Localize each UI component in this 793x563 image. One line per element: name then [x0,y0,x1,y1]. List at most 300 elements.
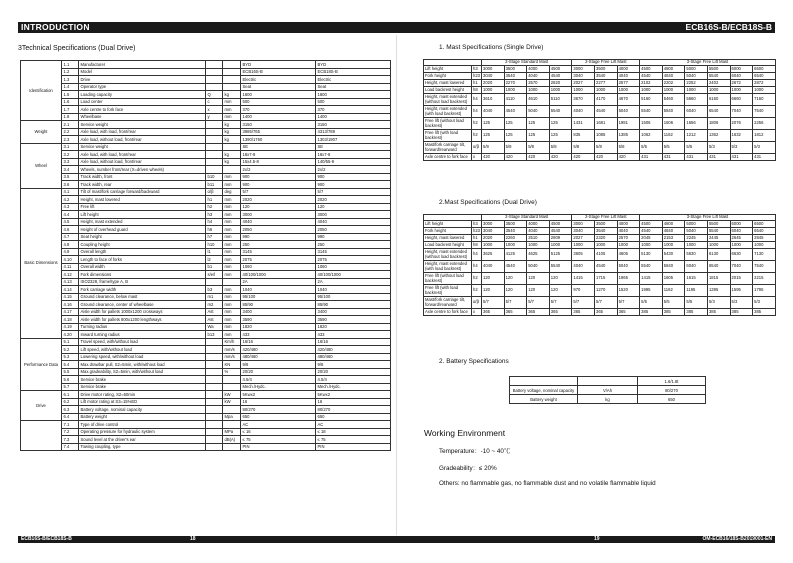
spec-name: Inward turning radius [79,331,206,339]
spec-symbol [206,353,223,361]
spec-unit: KN [223,361,241,369]
mast-cell: 4000 [617,221,640,228]
mast-cell: 431 [730,154,753,161]
mast-cell: 7130 [753,249,776,261]
working-gradeability: Gradeability：≤ 20% [439,465,497,472]
mast-cell: 3000 [482,66,505,73]
mast-cell: 2245 [685,235,708,242]
mast-cell: 5160 [640,94,663,106]
spec-no: 1.8 [62,113,79,121]
spec-symbol: b10 [206,173,223,181]
spec-name: Axle load, with load, front/rear [79,128,206,136]
spec-row [21,83,391,91]
mast-cell: 365 [594,309,617,316]
mast-cell: 1806 [707,118,730,130]
spec-no: 7.1 [62,421,79,429]
spec-no: 4.8 [62,241,79,249]
spec-row [21,76,391,84]
mast-cell: 1000 [662,242,685,249]
mast-cell: 120 [504,273,527,285]
mast-cell: 5/5 [685,297,708,309]
mast-row-symbol: α/β [472,297,482,309]
spec-no: 5.3 [62,353,79,361]
spec-value-16: 4.5/4 [241,376,316,384]
spec-value-16: 9/8 [241,361,316,369]
spec-value-18: 650 [316,413,391,421]
spec-symbol [206,338,223,346]
spec-symbol [206,158,223,166]
mast-cell: 4500 [549,221,572,228]
mast-cell: 5/3 [707,297,730,309]
mast-cell: 2672 [730,80,753,87]
battery-header: 1.6/1.8t [638,377,706,386]
mast-row-label: Lift height [424,66,472,73]
mast-cell: 5/7 [594,297,617,309]
mast-cell: 1000 [730,87,753,94]
spec-value-16: 20/20 [241,368,316,376]
mast-cell: 7540 [753,106,776,118]
spec-row [21,271,391,279]
mast-cell: 1415 [572,273,595,285]
mast-cell: 4540 [594,106,617,118]
mast-cell: 1605 [662,273,685,285]
spec-no: 1.5 [62,91,79,99]
spec-unit [223,406,241,414]
tech-spec-title: 3Technical Specifications (Dual Drive) [18,45,136,52]
mast-cell: 835 [572,130,595,142]
mast-cell: 1000 [527,87,550,94]
spec-unit: kW [223,391,241,399]
spec-unit: kg [223,128,241,136]
spec-value-16: ≤ 16 [241,428,316,436]
spec-no: 6.3 [62,406,79,414]
spec-value-18: 5Kwx2 [316,391,391,399]
mast-cell: 1415 [640,273,663,285]
mast-type-header: 2-Stage Standard Mast [482,60,572,66]
spec-symbol: h1 [206,196,223,204]
spec-name: Service weight [79,121,206,129]
mast-cell: 5840 [662,261,685,273]
spec-value-18: 4.5/4 [316,376,391,384]
spec-unit: mm [223,286,241,294]
mast-cell: 420 [617,154,640,161]
spec-symbol: h3 [206,211,223,219]
spec-unit: mm [223,181,241,189]
spec-row [21,166,391,174]
spec-name: Operating pressure for hydraulic system [79,428,206,436]
spec-symbol: h10 [206,241,223,249]
mast-cell: 4170 [594,94,617,106]
spec-name: Lift motor rating at S3=15%ED [79,398,206,406]
spec-unit: % [223,368,241,376]
spec-value-18: 1060 [316,263,391,271]
spec-value-18: 18x7-8 [316,151,391,159]
mast-row-label: Load backrest height [424,242,472,249]
spec-value-16: 16 [241,398,316,406]
spec-value-16: 15x4.5-8 [241,158,316,166]
mast-cell: 1815 [707,273,730,285]
mast-cell: 3670 [572,94,595,106]
mast-cell: 3040 [482,228,505,235]
mast-cell: 4040 [527,228,550,235]
spec-value-16: SE [241,143,316,151]
spec-row [21,226,391,234]
spec-value-18: 16/16 [316,338,391,346]
mast-row-label: Axle centre to fork face [424,309,472,316]
spec-name: Service weight [79,143,206,151]
spec-no: 5.7 [62,383,79,391]
mast-cell: 3040 [572,228,595,235]
mast-cell: 6540 [707,106,730,118]
spec-symbol [206,346,223,354]
spec-unit: kg [223,136,241,144]
spec-name: Wheelbase [79,113,206,121]
spec-value-16: 3150 [241,121,316,129]
working-others: Others: no flammable gas, no flammable dust and no volatile flammable liquid [439,480,656,487]
mast-cell: 120 [527,285,550,297]
spec-symbol: m2 [206,301,223,309]
spec-value-16: 3000 [241,211,316,219]
spec-row [21,151,391,159]
battery-title: 2. Battery Specifications [439,358,509,365]
spec-symbol [206,143,223,151]
spec-value-18: AC [316,421,391,429]
mast-cell: 420 [504,154,527,161]
spec-row [21,68,391,76]
spec-symbol: c [206,98,223,106]
mast-cell: 4540 [594,261,617,273]
spec-value-18: 2x/2 [316,166,391,174]
spec-unit: mm/s [223,353,241,361]
mast-cell: 6660 [730,94,753,106]
spec-unit: kg [223,121,241,129]
mast-cell: 4800 [662,66,685,73]
mast-row [424,221,776,228]
spec-row [21,158,391,166]
spec-unit: kg [223,91,241,99]
mast-cell: 2872 [753,80,776,87]
spec-row [21,128,391,136]
spec-value-16: 40/100/1000 [241,271,316,279]
mast-cell: 3540 [594,73,617,80]
spec-unit: dB(A) [223,436,241,444]
mast-row [424,118,776,130]
spec-value-16: 5/7 [241,188,316,196]
spec-name: Drive motor rating, S2=60min [79,391,206,399]
mast-cell: 125 [504,118,527,130]
spec-symbol [206,136,223,144]
mast-cell: 385 [730,309,753,316]
mast-cell: 6630 [730,249,753,261]
spec-symbol: h2 [206,203,223,211]
spec-unit [223,376,241,384]
mast-row-symbol: x [472,154,482,161]
mast-cell: 5/8 [572,142,595,154]
mast-row-symbol: α/β [472,142,482,154]
mast-cell: 1632 [730,130,753,142]
spec-name: Ground clearance, below mast [79,293,206,301]
spec-value-18: 40/100/1000 [316,271,391,279]
mast-cell: 2809 [549,235,572,242]
spec-name: Seat height [79,233,206,241]
mast-cell: 2445 [707,235,730,242]
mast-cell: 1000 [482,242,505,249]
mast-cell: 420 [572,154,595,161]
spec-unit: mm [223,218,241,226]
mast-cell: 5630 [685,249,708,261]
footer-model: ECB16S-B/ECB18S-B [21,536,72,542]
mast-cell: 385 [640,309,663,316]
mast-cell: 5040 [617,106,640,118]
mast-cell: 3040 [572,73,595,80]
spec-value-16: PIN [241,443,316,451]
mast-cell: 1520 [617,285,640,297]
spec-row [21,91,391,99]
mast-cell: 2027 [572,80,595,87]
spec-value-18: 1800 [316,91,391,99]
battery-row-label: Battery voltage, nominal capacity [510,386,578,395]
mast-cell: 1965 [617,273,640,285]
mast-cell: 3000 [482,221,505,228]
spec-value-16: 433 [241,331,316,339]
mast-cell: 6130 [707,249,730,261]
mast-cell: 2045 [640,235,663,242]
mast-cell: 5/5 [662,297,685,309]
spec-row [21,211,391,219]
page-divider [396,35,397,535]
mast-cell: 1715 [594,273,617,285]
spec-row [21,413,391,421]
spec-row [21,181,391,189]
spec-value-18: SE [316,143,391,151]
mast-row [424,94,776,106]
spec-row [21,188,391,196]
spec-value-18: 1820 [316,323,391,331]
spec-no: 1.2 [62,68,79,76]
mast-cell: 1681 [594,118,617,130]
spec-unit: mm [223,233,241,241]
mast-cell: 1000 [753,242,776,249]
mast-row [424,130,776,142]
mast-cell: 5840 [662,106,685,118]
spec-value-18: 2075 [316,256,391,264]
spec-value-16: ECB16S-B [241,68,316,76]
spec-value-18: 3150 [316,121,391,129]
spec-unit: MPa [223,428,241,436]
spec-row [21,443,391,451]
spec-name: Lift height [79,211,206,219]
spec-row [21,361,391,369]
spec-symbol [206,413,223,421]
spec-value-16: 1600 [241,91,316,99]
mast-cell: 120 [549,285,572,297]
spec-no: 7.2 [62,428,79,436]
mast-cell: 125 [504,130,527,142]
spec-no: 6.2 [62,398,79,406]
mast-cell: 4625 [527,249,550,261]
tech-spec-table [20,60,391,451]
mast-cell: 5460 [662,94,685,106]
spec-unit: Mpa [223,413,241,421]
spec-row [21,98,391,106]
spec-no: 4.15 [62,293,79,301]
spec-unit: mm [223,211,241,219]
spec-row [21,286,391,294]
mast-cell: 365 [504,309,527,316]
mast-row [424,235,776,242]
spec-name: Ground clearance, center of wheelbase [79,301,206,309]
spec-value-18: 20/20 [316,368,391,376]
spec-name: Sound level at the driver's ear [79,436,206,444]
spec-no: 5.5 [62,368,79,376]
spec-row [21,398,391,406]
mast-row-label: Axle centre to fork face [424,154,472,161]
mast-cell: 5540 [640,261,663,273]
mast-cell: 3605 [572,249,595,261]
spec-value-16: 3400 [241,308,316,316]
mast-type-header: 2-Stage Free Lift Mast [572,60,640,66]
spec-value-18: 2A [316,278,391,286]
mast-cell: 4605 [617,249,640,261]
mast-cell: 6500 [753,66,776,73]
spec-unit: deg [223,188,241,196]
mast-cell: 365 [549,309,572,316]
spec-value-18: 95/100 [316,293,391,301]
spec-unit [223,443,241,451]
spec-symbol: Ast [206,316,223,324]
mast-cell: 5/7 [572,297,595,309]
mast-row-label: Height, mast extended (without load backrest) [424,249,472,261]
mast-cell: 1431 [572,118,595,130]
spec-value-18: PIN [316,443,391,451]
mast-row-label: Lift height [424,221,472,228]
mast-cell: 5/5 [685,142,708,154]
spec-row [21,173,391,181]
spec-symbol [206,83,223,91]
spec-value-18: Seat [316,83,391,91]
mast-cell: 1162 [662,285,685,297]
battery-row-label: Battery weight [510,395,578,404]
mast-cell: 5/7 [482,297,505,309]
mast-cell: 5040 [617,261,640,273]
mast-row-symbol: h1 [472,80,482,87]
mast-cell: 5130 [640,249,663,261]
spec-symbol [206,391,223,399]
spec-no: 2.3 [62,136,79,144]
mast-cell: 365 [527,309,550,316]
spec-unit: mm [223,196,241,204]
mast-cell: 385 [753,309,776,316]
mast-cell: 5/5 [640,297,663,309]
mast-cell: 1000 [594,242,617,249]
spec-value-18: ECB18S-B [316,68,391,76]
spec-row [21,61,391,69]
spec-value-16: 80/270 [241,406,316,414]
mast-cell: 5/8 [617,142,640,154]
spec-value-16: 1040 [241,286,316,294]
spec-no: 3.2 [62,151,79,159]
spec-symbol [206,76,223,84]
spec-value-16: 500 [241,98,316,106]
spec-symbol: h6 [206,226,223,234]
mast-cell: 125 [482,130,505,142]
mast-row [424,242,776,249]
mast-cell: 5/3 [730,297,753,309]
mast-row-label: Height, mast extended (without load backrest) [424,94,472,106]
spec-no: 7.3 [62,436,79,444]
spec-value-18: 990 [316,233,391,241]
mast-cell: 3540 [594,228,617,235]
mast-cell: 5125 [549,249,572,261]
mast-cell: 3000 [572,66,595,73]
mast-row-symbol: h8 [472,87,482,94]
mast-cell: 4540 [504,106,527,118]
spec-value-16: 990 [241,233,316,241]
spec-value-18: 900 [316,181,391,189]
mast-cell: 4800 [662,221,685,228]
spec-no: 5.4 [62,361,79,369]
spec-row [21,308,391,316]
spec-symbol: x [206,106,223,114]
spec-row [21,346,391,354]
spec-symbol: b11 [206,181,223,189]
spec-value-16: ≤ 75 [241,436,316,444]
mast-cell: 5/7 [527,297,550,309]
spec-value-16: 2050 [241,226,316,234]
spec-no: 4.11 [62,263,79,271]
spec-name: Model [79,68,206,76]
spec-row [21,331,391,339]
mast-cell: 5430 [662,249,685,261]
spec-value-18: 140/55-9 [316,158,391,166]
spec-symbol: b13 [206,331,223,339]
mast-row-symbol: h4 [472,106,482,118]
spec-name: Axle load, without load, front/rear [79,136,206,144]
spec-value-16: 900 [241,181,316,189]
mast-cell: 6040 [685,106,708,118]
spec-group: Identification [21,61,62,121]
mast-cell: 1000 [504,242,527,249]
spec-no: 4.20 [62,331,79,339]
spec-value-16: 900 [241,173,316,181]
spec-symbol [206,428,223,436]
spec-name: Aisle width for pallets 1000x1200 crossways [79,308,206,316]
spec-value-16: 2020 [241,196,316,204]
spec-value-16: 480/460 [241,353,316,361]
spec-name: Overall length [79,248,206,256]
spec-no: 3.6 [62,181,79,189]
battery-row-unit: V/Ah [578,386,638,395]
mast-row-symbol: h3 [472,66,482,73]
mast-cell: 5540 [549,261,572,273]
mast-cell: 4040 [617,73,640,80]
spec-symbol [206,398,223,406]
mast-row-symbol: h8 [472,242,482,249]
spec-name: Type of drive control [79,421,206,429]
spec-name: Axle centre to fork face [79,106,206,114]
spec-unit [223,83,241,91]
spec-name: Towing coupling, type [79,443,206,451]
mast-row [424,80,776,87]
spec-row [21,301,391,309]
mast-cell: 4040 [617,228,640,235]
spec-name: Battery voltage, nominal capacity [79,406,206,414]
mast-row [424,66,776,73]
spec-no: 4.16 [62,301,79,309]
mast-cell: 4000 [527,66,550,73]
spec-unit: mm [223,271,241,279]
spec-no: 4.12 [62,271,79,279]
